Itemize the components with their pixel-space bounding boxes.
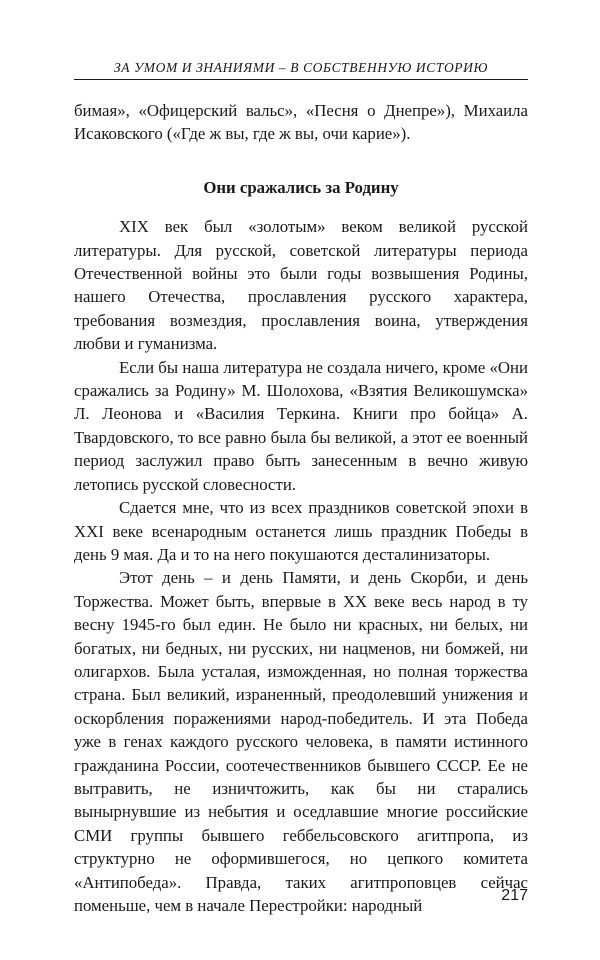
running-head: ЗА УМОМ И ЗНАНИЯМИ – В СОБСТВЕННУЮ ИСТОРИЮ	[113, 60, 489, 75]
page-number: 217	[501, 887, 528, 904]
paragraph: Этот день – и день Памяти, и день Скорби, и день Торжества. Может быть, впервые в XX веке весь народ в ту весну 1945-го был един. Не было ни красных, ни белых, ни богатых, ни бедных, ни русских, ни нацменов, ни бомжей, ни олигархов. Была усталая, изможденная, но полная торжества страна. Был великий, израненный, преодолевший унижения и оскорбления поражениями народ-победитель. И эта Победа уже в генах каждого русского человека, в памяти истинного гражданина России, соотечественников бывшего СССР. Ее не вытравить, не изничтожить, как бы ни старались вынырнувшие из небытия и оседлавшие многие российские СМИ группы бывшего геббельсовского агитпропа, из структурно не оформившегося, но цепкого комитета «Антипобеда». Правда, таких агитпроповцев сейчас поменьше, чем в начале Перестройки: народный	[74, 568, 528, 915]
paragraph: Если бы наша литература не создала ничего, кроме «Они сражались за Родину» М. Шолохова, «Взятия Великошумска» Л. Леонова и «Василия Теркина. Книги про бойца» А. Твардовского, то все равно была бы великой, а этот ее военный период заслужил право быть занесенным в вечно живую летопись русской словесности.	[74, 357, 528, 494]
body-text	[74, 99, 528, 917]
header-rule	[74, 79, 528, 80]
paragraph: Сдается мне, что из всех праздников советской эпохи в XXI веке всенародным останется лишь праздник Победы в день 9 мая. Да и то на него покушаются десталинизаторы.	[74, 498, 528, 564]
section-heading: Они сражались за Родину	[203, 177, 399, 197]
continuation-paragraph: бимая», «Офицерский вальс», «Песня о Днепре»), Михаила Исаковского («Где ж вы, где ж вы, очи карие»).	[74, 101, 528, 144]
paragraph: XIX век был «золотым» веком великой русской литературы. Для русской, советской литературы периода Отечественной войны это были годы возвышения Родины, нашего Отечества, прославления русского характера, требования возмездия, прославления воина, утверждения любви и гуманизма.	[74, 217, 528, 354]
